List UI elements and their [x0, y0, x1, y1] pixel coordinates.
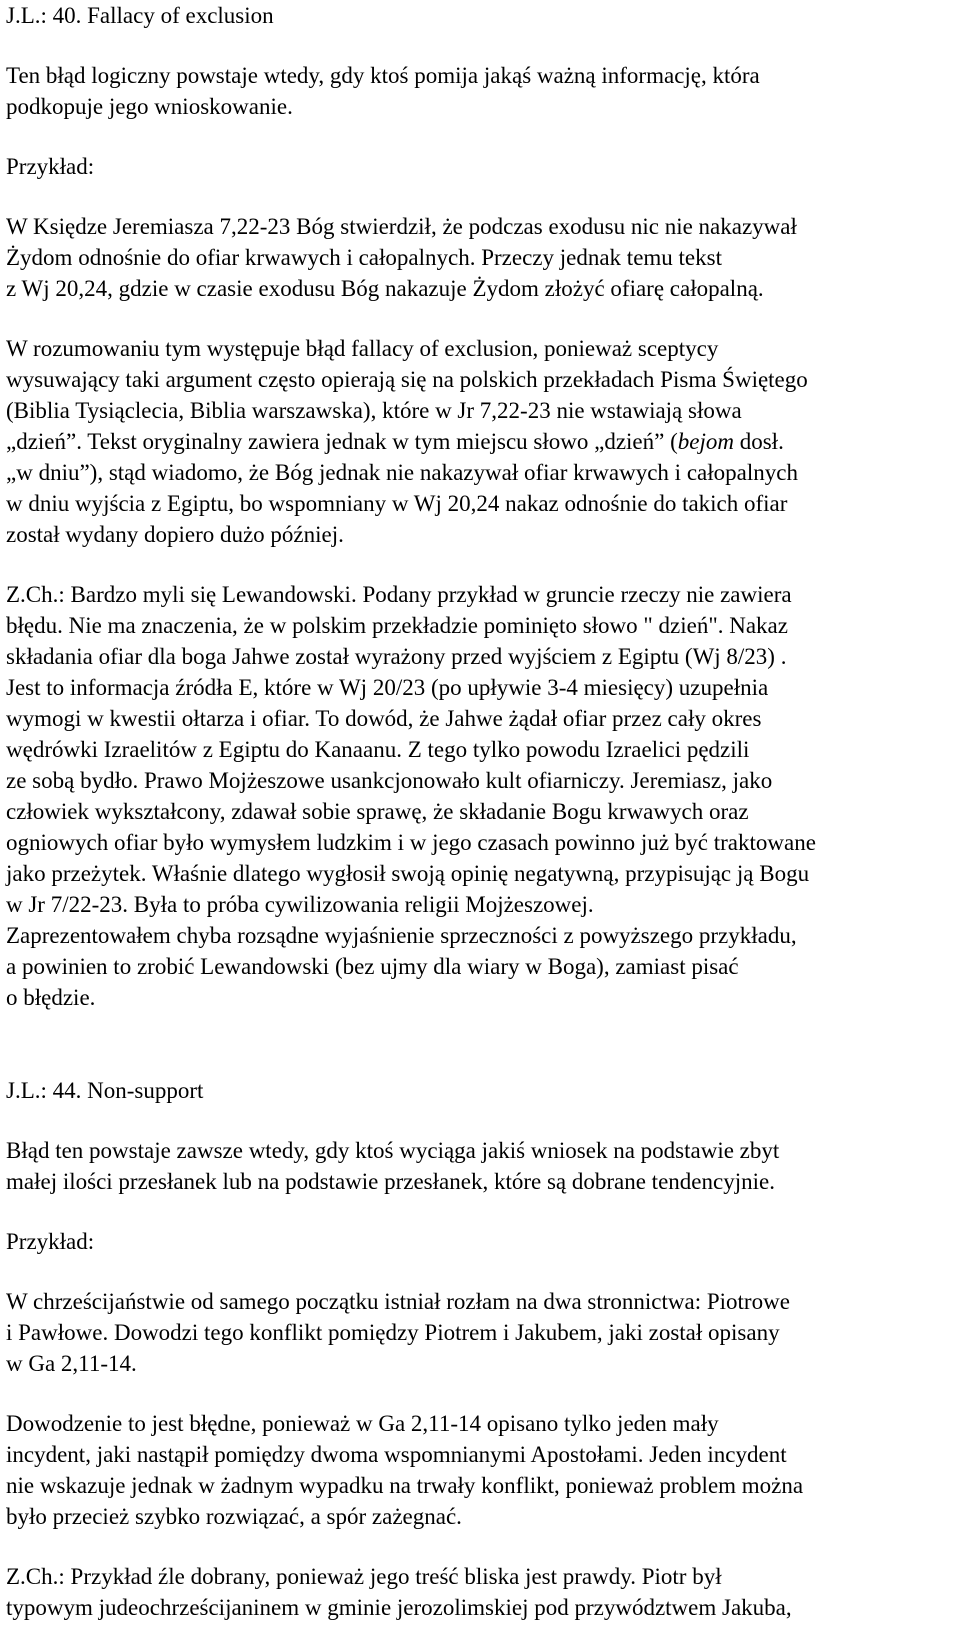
section2-example: W chrześcijaństwie od samego początku istniał rozłam na dwa stronnictwa: Piotrowe i Pawłowe. Dowodzi tego konflikt pomiędzy Piotrem i Jakubem, jaki został opisany w Ga 2,11-14. [6, 1289, 790, 1376]
section2-definition: Błąd ten powstaje zawsze wtedy, gdy ktoś wyciąga jakiś wniosek na podstawie zbyt małej ilości przesłanek lub na podstawie przesłanek, które są dobrane tendencyjnie. [6, 1138, 780, 1194]
section1-example-label: Przykład: [6, 154, 95, 179]
section2-response: Z.Ch.: Przykład źle dobrany, ponieważ jego treść bliska jest prawdy. Piotr był typowym judeochrześcijaninem w gminie jerozolimskiej pod przywództwem Jakuba, [6, 1564, 792, 1620]
section1-example: W Księdze Jeremiasza 7,22-23 Bóg stwierdził, że podczas exodusu nic nie nakazywał Żydom odnośnie do ofiar krwawych i całopalnych. Przeczy jednak temu tekst z Wj 20,24, gdzie w czasie exodusu Bóg nakazuje Żydom złożyć ofiarę całopalną. [6, 214, 797, 301]
section1-explanation-part1: W rozumowaniu tym występuje błąd fallacy of exclusion, ponieważ sceptycy wysuwający taki argument często opierają się na polskich przekładach Pisma Świętego (Biblia Tysiąclecia, Biblia warszawska), które w Jr 7,22-23 nie wstawiają słowa „dzień”. Tekst oryginalny zawiera jednak w tym miejscu słowo „dzień” ( [6, 336, 808, 454]
section1-response: Z.Ch.: Bardzo myli się Lewandowski. Podany przykład w gruncie rzeczy nie zawiera błędu. Nie ma znaczenia, że w polskim przekładzie pominięto słowo " dzień". Nakaz składania ofiar dla boga Jahwe został wyrażony przed wyjściem z Egiptu (Wj 8/23) . Jest to informacja źródła E, które w Wj 20/23 (po upływie 3-4 miesięcy) uzupełnia wymogi w kwestii ołtarza i ofiar. To dowód, że Jahwe żądał ofiar przez cały okres wędrówki Izraelitów z Egiptu do Kanaanu. Z tego tylko powodu Izraelici pędzili ze sobą bydło. Prawo Mojżeszowe usankcjonowało kult ofiarniczy. Jeremiasz, jako człowiek wykształcony, zdawał sobie sprawę, że składanie Bogu krwawych oraz ogniowych ofiar było wymysłem ludzkim i w jego czasach powinno już być traktowane jako przeżytek. Właśnie dlatego wygłosił swoją opinię negatywną, przypisując ją Bogu w Jr 7/22-23. Była to próba cywilizowania religii Mojżeszowej. Zaprezentowałem chyba rozsądne wyjaśnienie sprzeczności z powyższego przykładu, a powinien to zrobić Lewandowski (bez ujmy dla wiary w Boga), zamiast pisać o błędzie. [6, 582, 816, 1010]
section2-explanation: Dowodzenie to jest błędne, ponieważ w Ga 2,11-14 opisano tylko jeden mały incydent, jaki nastąpił pomiędzy dwoma wspomnianymi Apostołami. Jeden incydent nie wskazuje jednak w żadnym wypadku na trwały konflikt, ponieważ problem można było przecież szybko rozwiązać, a spór zażegnać. [6, 1411, 804, 1529]
section1-definition: Ten błąd logiczny powstaje wtedy, gdy ktoś pomija jakąś ważną informację, która podkopuje jego wnioskowanie. [6, 63, 760, 119]
section1-explanation [6, 333, 954, 550]
section2-heading: J.L.: 44. Non-support [6, 1078, 204, 1103]
section1-explanation-part2: dosł. „w dniu”), stąd wiadomo, że Bóg jednak nie nakazywał ofiar krwawych i całopalnych w dniu wyjścia z Egiptu, bo wspomniany w Wj 20,24 nakaz odnośnie do takich ofiar został wydany dopiero dużo później. [6, 429, 798, 547]
section2-example-label: Przykład: [6, 1229, 95, 1254]
section1-explanation-italic: bejom [677, 429, 734, 454]
section1-heading: J.L.: 40. Fallacy of exclusion [6, 3, 274, 28]
